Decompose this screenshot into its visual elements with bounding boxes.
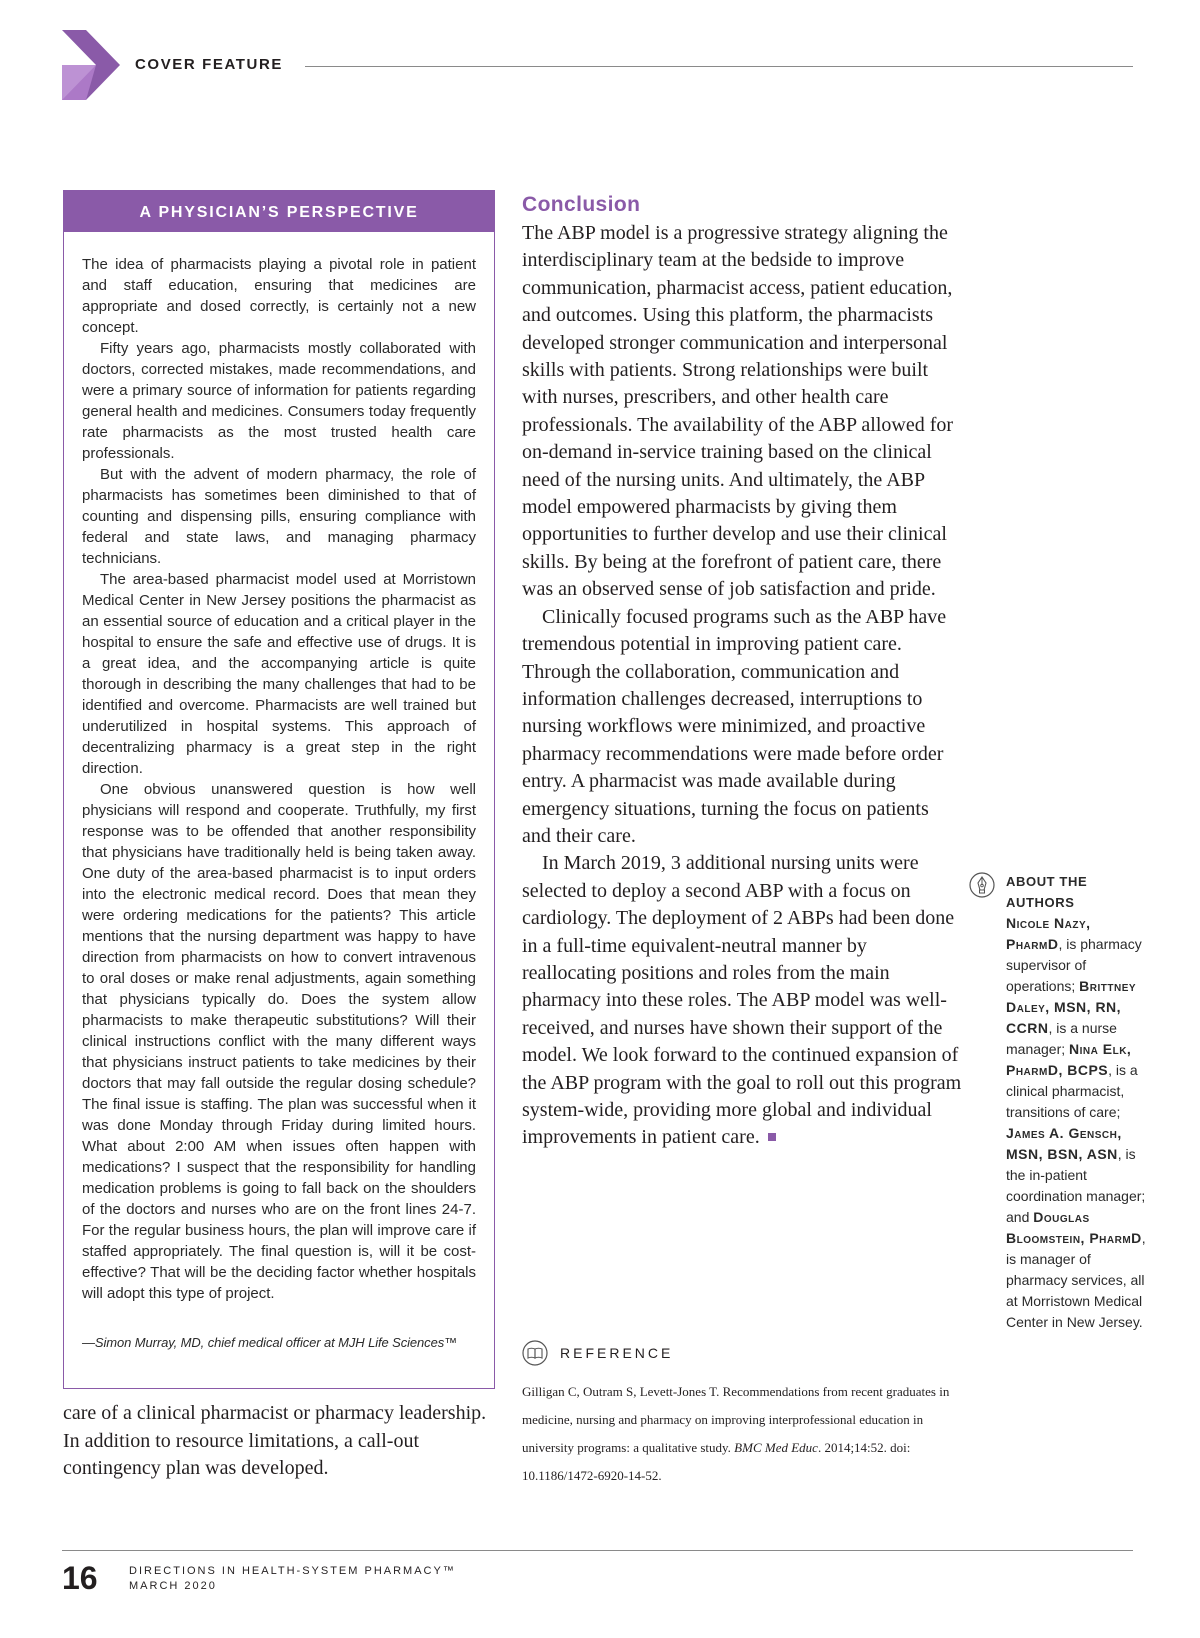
pen-nib-icon [969,872,995,898]
book-icon [522,1340,548,1366]
author-name: Nicole Nazy, PharmD [1006,915,1091,952]
citation-journal: BMC Med Educ [734,1440,818,1455]
sidebar-paragraph: The area-based pharmacist model used at Morristown Medical Center in New Jersey positions the pharmacist as an essential source of education and a critical player in the hospital to ensure the safe and effective use of drugs. It is a great idea, and the accompanying article is quite thorough in describing the many challenges that had to be identified and overcome. Pharmacists are well trained but underutilized in hospital systems. This approach of decentralizing pharmacy is a great step in the right direction. [82,571,476,777]
reference-heading: REFERENCE [560,1345,674,1361]
conclusion-paragraph: Clinically focused programs such as the ABP have tremendous potential in improving patient care. Through the collaboration, communication and information challenges decreased, interruptions to nursing workflows were minimized, and proactive pharmacy recommendations were made before order entry. A pharmacist was made available during emergency situations, turning the focus on patients and their care. [522,605,947,847]
author-role: , is a clinical pharmacist, transitions of care; [1006,1062,1138,1120]
author-role: , is the in-patient coordination manager; and [1006,1146,1146,1225]
author-role: , is manager of pharmacy services, all at Morristown Medical Center in New Jersey. [1006,1230,1146,1330]
sidebar-paragraph: Fifty years ago, pharmacists mostly collaborated with doctors, corrected mistakes, made recommendations, and were a primary source of information for patients regarding general health and medicines. Consumers today frequently rate pharmacists as the most trusted health care professionals. [82,340,476,462]
sidebar-paragraph: But with the advent of modern pharmacy, the role of pharmacists has sometimes been diminished to that of counting and dispensing pills, ensuring compliance with federal and state laws, and managing pharmacy technicians. [82,466,476,567]
physician-perspective-box [63,190,495,1389]
author-role: , is a nurse manager; [1006,1020,1117,1057]
sidebar-signature: —Simon Murray, MD, chief medical officer at MJH Life Sciences™ [82,1335,458,1350]
conclusion-paragraph: The ABP model is a progressive strategy aligning the interdisciplinary team at the bedside to improve communication, pharmacist access, patient education, and outcomes. Using this platform, the pharmacists developed stronger communication and interpersonal skills with patients. Strong relationships were built with nurses, prescribers, and other health care professionals. The availability of the ABP allowed for on-demand in-service training based on the clinical need of the nursing units. And ultimately, the ABP model empowered pharmacists by giving them opportunities to further develop and use their clinical skills. By being at the forefront of patient care, there was an observed sense of job satisfaction and pride. [522,222,954,601]
authors-heading: ABOUT THE AUTHORS [1006,874,1088,910]
about-the-authors [1006,871,1146,1333]
conclusion-heading: Conclusion [522,193,641,216]
issue-date: MARCH 2020 [129,1580,217,1592]
page-number: 16 [62,1560,98,1596]
section-label: COVER FEATURE [135,56,284,73]
sidebar-paragraph: One obvious unanswered question is how well physicians will respond and cooperate. Truthfully, my first response was to be offended that another responsibility that physicians have traditionally held is being taken away. One duty of the area-based pharmacist is to input orders into the electronic medical record. Does that mean they were ordering medications for the patients? This article mentions that the nursing department was happy to have direction from pharmacists on how to convert intravenous to oral doses or make renal adjustments, again something that physicians typically do. Does the system allow pharmacists to make therapeutic substitutions? Will their clinical instructions conflict with the many different ways that physicians instruct patients to take medicines by their doctors that may fall outside the regular dosing schedule? The final issue is staffing. The plan was successful when it was done Monday through Friday during limited hours. What about 2:00 AM when issues often happen with medications? I suspect that the responsibility for handling medication problems is going to fall back on the shoulders of the doctors and nurses who are on the front lines 24-7. For the regular business hours, the plan will improve care if staffed appropriately. The final question is, will it be cost-effective? That will be the deciding factor whether hospitals will adopt this type of project. [82,781,476,1302]
end-mark-icon [768,1133,776,1141]
author-role: , is pharmacy supervisor of operations; [1006,936,1142,994]
author-name: Brittney Daley, MSN, RN, CCRN [1006,978,1137,1036]
left-column-continuation: care of a clinical pharmacist or pharmacy leadership. In addition to resource limitations, a call-out contingency plan was developed. [63,1402,487,1479]
author-name: Douglas Bloomstein, PharmD [1006,1209,1142,1246]
header-divider [305,66,1133,67]
footer-divider [62,1550,1133,1551]
reference-citation [522,1378,962,1490]
citation-details: . 2014;14:52. doi: 10.1186/1472-6920-14-52. [522,1440,911,1483]
sidebar-title: A PHYSICIAN’S PERSPECTIVE [64,191,494,232]
conclusion-body [522,220,962,1152]
author-name: Nina Elk, PharmD, BCPS [1006,1041,1132,1078]
publication-name: DIRECTIONS IN HEALTH-SYSTEM PHARMACY™ [129,1565,456,1577]
author-name: James A. Gensch, MSN, BSN, ASN [1006,1125,1122,1162]
citation-text: Gilligan C, Outram S, Levett-Jones T. Recommendations from recent graduates in medicine, nursing and pharmacy on improving interprofessional education in university programs: a qualitative study. [522,1384,950,1455]
sidebar-paragraph: The idea of pharmacists playing a pivotal role in patient and staff education, ensuring that medicines are appropriate and dosed correctly, is certainly not a new concept. [82,256,476,336]
conclusion-paragraph: In March 2019, 3 additional nursing units were selected to deploy a second ABP with a focus on cardiology. The deployment of 2 ABPs had been done in a full-time equivalent-neutral manner by reallocating positions and roles from the main pharmacy into these roles. The ABP model was well-received, and nurses have shown their support of the model. We look forward to the continued expansion of the ABP program with the goal to roll out this program system-wide, providing more global and individual improvements in patient care. [522,852,962,1149]
sidebar-body [82,254,476,1304]
chevron-logo-icon [62,30,120,100]
